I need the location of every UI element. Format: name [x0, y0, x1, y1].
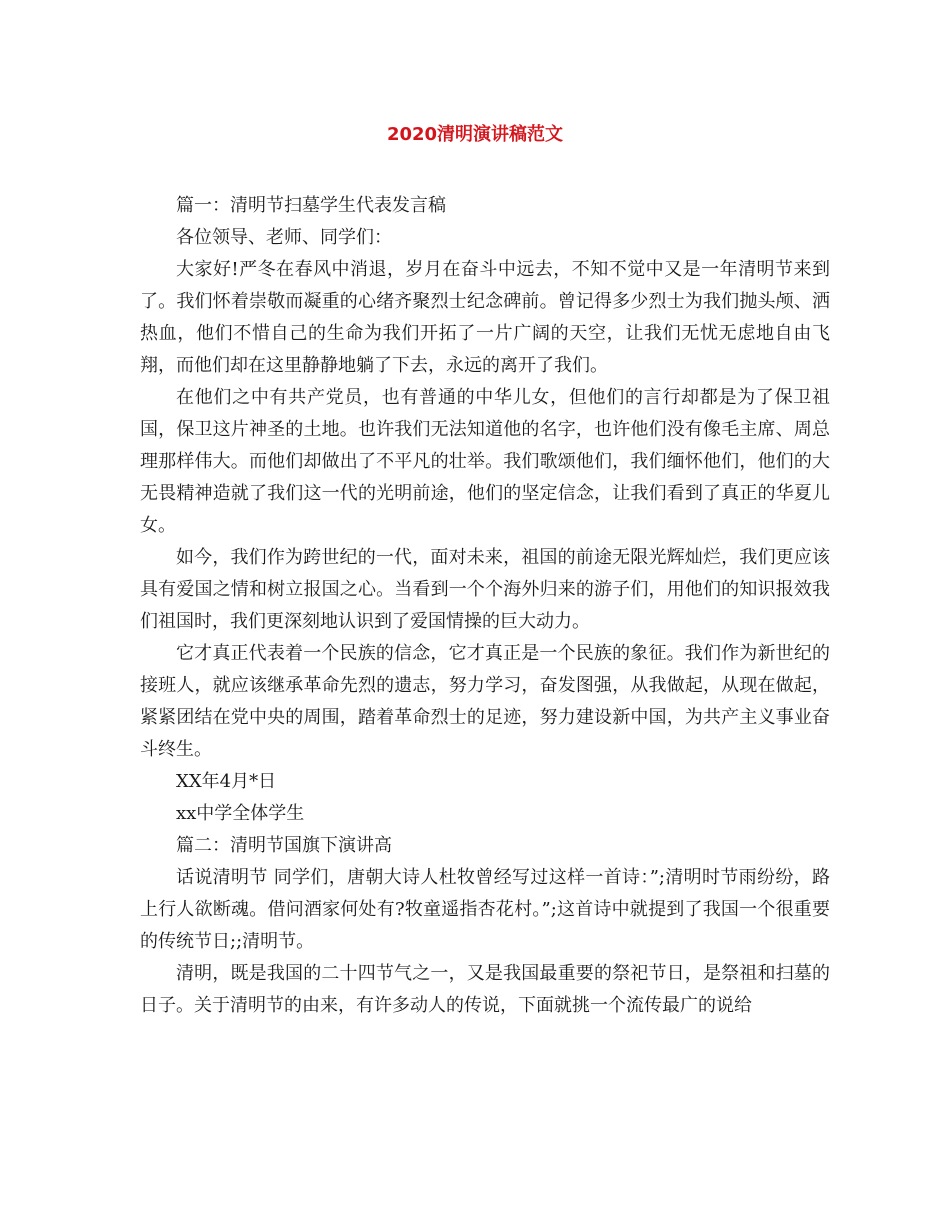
section-heading-1: 篇一：清明节扫墓学生代表发言稿	[176, 195, 446, 216]
date-line: XX年4月*日	[176, 771, 277, 792]
section-heading-2: 篇二：清明节国旗下演讲高	[176, 835, 392, 856]
body-paragraph: 话说清明节 同学们，唐朝大诗人杜牧曾经写过这样一首诗：”;清明时节雨纷纷，路上行人欲断魂。借问酒家何处有?牧童遥指杏花村。”;这首诗中就提到了我国一个很重要的传统节日;;清明节。	[140, 867, 830, 952]
salutation: 各位领导、老师、同学们：	[176, 227, 392, 248]
body-paragraph: 清明，既是我国的二十四节气之一，又是我国最重要的祭祀节日，是祭祖和扫墓的日子。关于清明节的由来，有许多动人的传说，下面就挑一个流传最广的说给	[140, 963, 830, 1016]
signature-line: xx中学全体学生	[176, 803, 305, 824]
body-paragraph: 大家好!严冬在春风中消退，岁月在奋斗中远去，不知不觉中又是一年清明节来到了。我们怀着崇敬而凝重的心绪齐聚烈士纪念碑前。曾记得多少烈士为我们抛头颅、洒热血，他们不惜自己的生命为我们开拓了一片广阔的天空，让我们无忧无虑地自由飞翔，而他们却在这里静静地躺了下去，永远的离开了我们。	[140, 259, 830, 376]
document-title: 2020清明演讲稿范文	[386, 124, 564, 145]
body-paragraph: 如今，我们作为跨世纪的一代，面对未来，祖国的前途无限光辉灿烂，我们更应该具有爱国之情和树立报国之心。当看到一个个海外归来的游子们，用他们的知识报效我们祖国时，我们更深刻地认识到了爱国情操的巨大动力。	[140, 547, 830, 632]
body-paragraph: 在他们之中有共产党员，也有普通的中华儿女，但他们的言行却都是为了保卫祖国，保卫这片神圣的土地。也许我们无法知道他的名字，也许他们没有像毛主席、周总理那样伟大。而他们却做出了不平凡的壮举。我们歌颂他们，我们缅怀他们，他们的大无畏精神造就了我们这一代的光明前途，他们的坚定信念，让我们看到了真正的华夏儿女。	[140, 387, 830, 536]
body-paragraph: 它才真正代表着一个民族的信念，它才真正是一个民族的象征。我们作为新世纪的接班人，就应该继承革命先烈的遗志，努力学习，奋发图强，从我做起，从现在做起，紧紧团结在党中央的周围，踏着革命烈士的足迹，努力建设新中国，为共产主义事业奋斗终生。	[140, 643, 830, 760]
document-body	[140, 190, 830, 1022]
